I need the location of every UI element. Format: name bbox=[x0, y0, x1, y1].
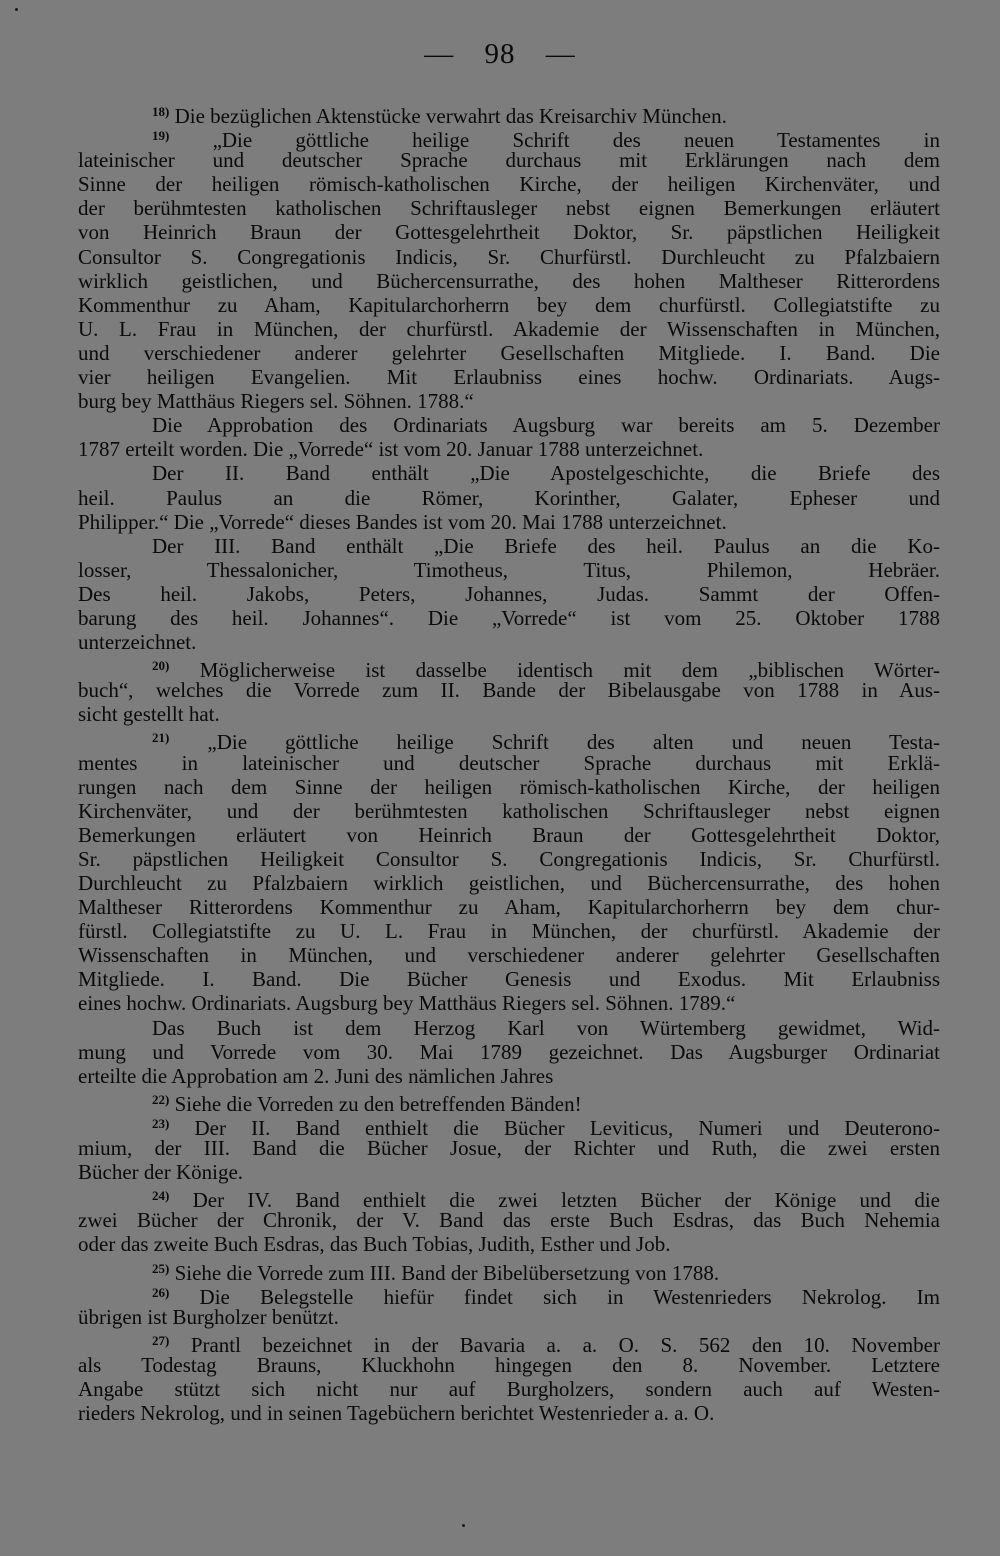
text-line bbox=[78, 486, 940, 510]
footnote-text: Wissenschaften in München, und verschiedener anderer gelehrter Gesellschaften bbox=[78, 943, 940, 968]
text-line bbox=[78, 1136, 940, 1160]
footnote-text: Der IV. Band enthielt die zwei letzten Bücher der Könige und die bbox=[192, 1188, 941, 1213]
footnote-number: 24) bbox=[152, 1188, 170, 1204]
footnote-text: Bücher der Könige. bbox=[78, 1160, 244, 1185]
footnote-text: wirklich geistlichen, und Büchercensurrathe, des hohen Maltheser Ritterordens bbox=[78, 268, 940, 293]
text-line bbox=[78, 1353, 940, 1377]
footnote-text: übrigen ist Burgholzer benützt. bbox=[78, 1304, 339, 1329]
text-line bbox=[78, 341, 940, 365]
text-line bbox=[78, 847, 940, 871]
footnote-text: mentes in lateinischer und deutscher Sprache durchaus mit Erklä- bbox=[78, 750, 940, 775]
footnote-text: Die bezüglichen Aktenstücke verwahrt das Kreisarchiv München. bbox=[174, 104, 727, 128]
footnote-text: Der II. Band enthielt die Bücher Leviticus, Numeri und Deuterono- bbox=[194, 1115, 940, 1140]
footnote-number: 26) bbox=[152, 1284, 170, 1300]
text-line bbox=[78, 1040, 940, 1064]
footnote-text: Siehe die Vorrede zum III. Band der Bibelübersetzung von 1788. bbox=[174, 1260, 720, 1285]
footnote-text: Mitgliede. I. Band. Die Bücher Genesis und Exodus. Mit Erlaubniss bbox=[78, 967, 940, 992]
text-line bbox=[78, 630, 940, 654]
footnote-text: Die Approbation des Ordinariats Augsburg war bereits am 5. Dezember bbox=[152, 413, 940, 438]
text-line bbox=[78, 510, 940, 534]
footnote-text: Kommenthur zu Aham, Kapitularchorherrn bey dem churfürstl. Collegiatstifte zu bbox=[78, 292, 940, 317]
footnote-number: 22) bbox=[152, 1091, 170, 1107]
footnote-text: als Todestag Brauns, Kluckhohn hingegen den 8. November. Letztere bbox=[78, 1352, 940, 1377]
footnote-number: 20) bbox=[152, 658, 170, 674]
footnote-text: Kirchenväter, und der berühmtesten katholischen Schriftausleger nebst eignen bbox=[78, 798, 940, 823]
text-line bbox=[78, 582, 940, 606]
text-line bbox=[78, 1064, 940, 1088]
footnote-text: zwei Bücher der Chronik, der V. Band das erste Buch Esdras, das Buch Nehemia bbox=[78, 1208, 940, 1233]
footnote-text: Der II. Band enthält „Die Apostelgeschichte, die Briefe des bbox=[152, 461, 940, 486]
text-line bbox=[78, 967, 940, 991]
footnote-text: Maltheser Ritterordens Kommenthur zu Aham, Kapitularchorherrn bey dem chur- bbox=[78, 895, 940, 920]
text-line bbox=[78, 1281, 941, 1309]
footnote-text: Des heil. Jakobs, Peters, Johannes, Judas. Sammt der Offen- bbox=[78, 581, 940, 606]
print-speck bbox=[462, 1524, 465, 1527]
footnote-text: erteilte die Approbation am 2. Juni des nämlichen Jahres bbox=[78, 1063, 554, 1088]
text-line bbox=[78, 775, 940, 799]
text-line bbox=[78, 654, 940, 683]
text-line bbox=[78, 245, 940, 269]
text-line bbox=[78, 148, 940, 172]
text-line bbox=[78, 895, 940, 919]
footnote-text: Consultor S. Congregationis Indicis, Sr. Churfürstl. Durchleucht zu Pfalzbaiern bbox=[78, 244, 940, 269]
footnote-text: U. L. Frau in München, der churfürstl. Akademie der Wissenschaften in München, bbox=[78, 316, 940, 341]
text-line bbox=[78, 220, 940, 244]
text-line bbox=[78, 1112, 940, 1140]
footnote-text: „Die göttliche heilige Schrift des neuen Testamentes in bbox=[212, 128, 941, 153]
footnote-text: sicht gestellt hat. bbox=[78, 702, 220, 727]
footnotes-block bbox=[78, 100, 940, 1425]
text-line bbox=[78, 751, 940, 775]
text-line bbox=[78, 317, 940, 341]
footnote-text: mium, der III. Band die Bücher Josue, der Richter und Ruth, die zwei ersten bbox=[78, 1136, 940, 1161]
text-line bbox=[78, 1208, 940, 1232]
text-line bbox=[78, 196, 940, 220]
text-line bbox=[78, 461, 940, 485]
footnote-text: lateinischer und deutscher Sprache durchaus mit Erklärungen nach dem bbox=[78, 148, 940, 173]
text-line bbox=[78, 1184, 941, 1213]
footnote-text: Das Buch ist dem Herzog Karl von Würtemberg gewidmet, Wid- bbox=[152, 1015, 940, 1040]
footnote-text: oder das zweite Buch Esdras, das Buch Tobias, Judith, Esther und Job. bbox=[78, 1232, 671, 1257]
footnote-number: 25) bbox=[152, 1260, 170, 1276]
footnote-text: Der III. Band enthält „Die Briefe des heil. Paulus an die Ko- bbox=[152, 533, 940, 558]
footnote-text: Prantl bezeichnet in der Bavaria a. a. O. S. 562 den 10. November bbox=[190, 1332, 940, 1357]
footnote-text: rieders Nekrolog, und in seinen Tagebüchern berichtet Westenrieder a. a. O. bbox=[78, 1401, 715, 1426]
text-line bbox=[78, 1232, 940, 1256]
header-dash-right: — bbox=[545, 38, 576, 70]
text-line bbox=[78, 943, 940, 967]
text-line bbox=[78, 365, 940, 389]
footnote-text: von Heinrich Braun der Gottesgelehrtheit Doktor, Sr. päpstlichen Heiligkeit bbox=[78, 220, 940, 245]
print-speck bbox=[15, 8, 18, 11]
text-line bbox=[78, 293, 940, 317]
text-line bbox=[78, 726, 941, 755]
page-header bbox=[0, 38, 1000, 71]
footnote-text: fürstl. Collegiatstifte zu U. L. Frau in München, der churfürstl. Akademie der bbox=[78, 919, 940, 944]
header-dash-left: — bbox=[424, 38, 455, 70]
text-line bbox=[78, 1016, 940, 1040]
text-line bbox=[78, 871, 940, 895]
footnote-text: Angabe stützt sich nicht nur auf Burgholzers, sondern auch auf Westen- bbox=[78, 1376, 940, 1401]
footnote-text: Die Belegstelle hiefür findet sich in Westenrieders Nekrolog. Im bbox=[199, 1284, 941, 1309]
footnote-text: Sinne der heiligen römisch-katholischen Kirche, der heiligen Kirchenväter, und bbox=[78, 172, 940, 197]
text-line bbox=[78, 823, 940, 847]
footnote-text: vier heiligen Evangelien. Mit Erlaubniss eines hochw. Ordinariats. Augs- bbox=[78, 365, 940, 390]
footnote-text: Möglicherweise ist dasselbe identisch mit dem „biblischen Wörter- bbox=[199, 658, 940, 683]
text-line bbox=[78, 1329, 940, 1357]
text-line bbox=[78, 1401, 940, 1425]
text-line bbox=[78, 413, 940, 437]
text-line bbox=[78, 269, 940, 293]
footnote-text: mung und Vorrede vom 30. Mai 1789 gezeichnet. Das Augsburger Ordinariat bbox=[78, 1039, 940, 1064]
text-line bbox=[78, 1160, 940, 1184]
text-line bbox=[78, 919, 940, 943]
footnote-text: 1787 erteilt worden. Die „Vorrede“ ist vom 20. Januar 1788 unterzeichnet. bbox=[78, 437, 704, 462]
footnote-text: barung des heil. Johannes“. Die „Vorrede“ ist vom 25. Oktober 1788 bbox=[78, 605, 940, 630]
text-line bbox=[78, 100, 940, 128]
text-line bbox=[78, 1377, 940, 1401]
text-line bbox=[78, 437, 940, 461]
text-line bbox=[78, 991, 940, 1015]
text-line bbox=[78, 1257, 940, 1285]
footnote-text: und verschiedener anderer gelehrter Gesellschaften Mitgliede. I. Band. Die bbox=[78, 340, 940, 365]
footnote-text: unterzeichnet. bbox=[78, 630, 197, 655]
footnote-text: losser, Thessalonicher, Timotheus, Titus, Philemon, Hebräer. bbox=[78, 557, 940, 582]
text-line bbox=[78, 606, 940, 630]
footnote-text: der berühmtesten katholischen Schriftausleger nebst eignen Bemerkungen erläutert bbox=[78, 196, 940, 221]
footnote-text: rungen nach dem Sinne der heiligen römisch-katholischen Kirche, der heiligen bbox=[78, 774, 940, 799]
footnote-text: eines hochw. Ordinariats. Augsburg bey Matthäus Riegers sel. Söhnen. 1789.“ bbox=[78, 991, 736, 1016]
text-line bbox=[78, 678, 940, 702]
text-line bbox=[78, 389, 940, 413]
footnote-text: Philipper.“ Die „Vorrede“ dieses Bandes ist vom 20. Mai 1788 unterzeichnet. bbox=[78, 509, 727, 534]
footnote-text: Siehe die Vorreden zu den betreffenden Bänden! bbox=[174, 1091, 582, 1116]
footnote-number: 19) bbox=[152, 128, 170, 144]
footnote-text: burg bey Matthäus Riegers sel. Söhnen. 1788.“ bbox=[78, 389, 474, 414]
footnote-text: heil. Paulus an die Römer, Korinther, Galater, Epheser und bbox=[78, 485, 940, 510]
text-line bbox=[78, 558, 940, 582]
page-number: 98 bbox=[484, 38, 516, 70]
footnote-number: 21) bbox=[152, 730, 170, 746]
text-line bbox=[78, 799, 940, 823]
footnote-number: 18) bbox=[152, 104, 170, 119]
text-line bbox=[78, 172, 940, 196]
text-line bbox=[78, 124, 941, 153]
footnote-text: buch“, welches die Vorrede zum II. Bande der Bibelausgabe von 1788 in Aus- bbox=[78, 678, 940, 703]
text-line bbox=[78, 534, 940, 558]
footnote-text: Bemerkungen erläutert von Heinrich Braun der Gottesgelehrtheit Doktor, bbox=[78, 822, 940, 847]
footnote-number: 27) bbox=[152, 1332, 170, 1348]
text-line bbox=[78, 702, 940, 726]
footnote-text: Durchleucht zu Pfalzbaiern wirklich geistlichen, und Büchercensurrathe, des hohen bbox=[78, 871, 940, 895]
footnote-text: Sr. päpstlichen Heiligkeit Consultor S. Congregationis Indicis, Sr. Churfürstl. bbox=[78, 846, 940, 871]
text-line bbox=[78, 1088, 940, 1116]
footnote-number: 23) bbox=[152, 1115, 170, 1131]
footnote-text: „Die göttliche heilige Schrift des alten und neuen Testa- bbox=[207, 730, 941, 755]
